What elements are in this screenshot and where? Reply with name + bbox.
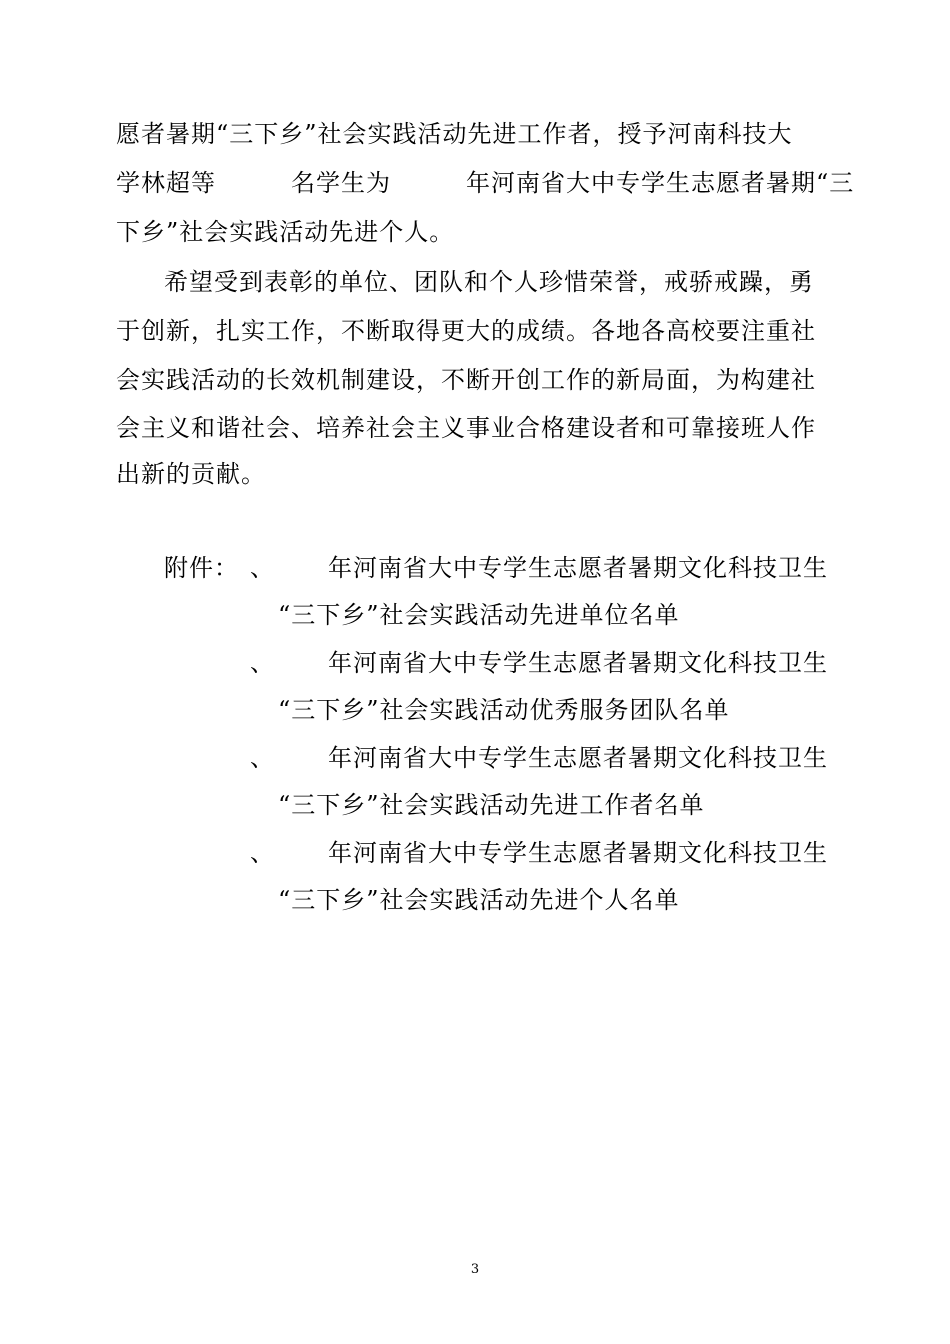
attachment-1-line-2: “三下乡”社会实践活动先进单位名单 (278, 601, 680, 629)
attachment-3-line-2: “三下乡”社会实践活动先进工作者名单 (278, 791, 705, 819)
paragraph-2-line-2: 于创新，扎实工作，不断取得更大的成绩。各地各高校要注重社 (116, 317, 816, 345)
paragraph-1-line-3: 下乡”社会实践活动先进个人。 (116, 218, 455, 246)
attachment-4-line-2: “三下乡”社会实践活动先进个人名单 (278, 886, 680, 914)
paragraph-2-line-3: 会实践活动的长效机制建设，不断开创工作的新局面，为构建社 (116, 366, 816, 394)
attachment-3-marker: 、 (250, 744, 275, 772)
attachment-4-marker: 、 (250, 839, 275, 867)
attachment-2-marker: 、 (250, 649, 275, 677)
attachment-2-line-2: “三下乡”社会实践活动优秀服务团队名单 (278, 696, 730, 724)
paragraph-2-line-5: 出新的贡献。 (116, 460, 266, 488)
page-number: 3 (470, 1262, 480, 1277)
paragraph-2-line-4: 会主义和谐社会、培养社会主义事业合格建设者和可靠接班人作 (116, 414, 816, 442)
attachment-1-marker: 、 (250, 554, 275, 582)
attachment-2-line-1: 年河南省大中专学生志愿者暑期文化科技卫生 (328, 649, 828, 677)
attachment-4-line-1: 年河南省大中专学生志愿者暑期文化科技卫生 (328, 839, 828, 867)
paragraph-2-line-1: 希望受到表彰的单位、团队和个人珍惜荣誉，戒骄戒躁，勇 (164, 268, 814, 296)
paragraph-1-line-1: 愿者暑期“三下乡”社会实践活动先进工作者，授予河南科技大 (116, 120, 793, 148)
paragraph-1-line-2: 学林超等 名学生为 年河南省大中专学生志愿者暑期“三 (116, 169, 855, 197)
attachments-label: 附件： (164, 554, 239, 582)
attachment-1-line-1: 年河南省大中专学生志愿者暑期文化科技卫生 (328, 554, 828, 582)
attachment-3-line-1: 年河南省大中专学生志愿者暑期文化科技卫生 (328, 744, 828, 772)
